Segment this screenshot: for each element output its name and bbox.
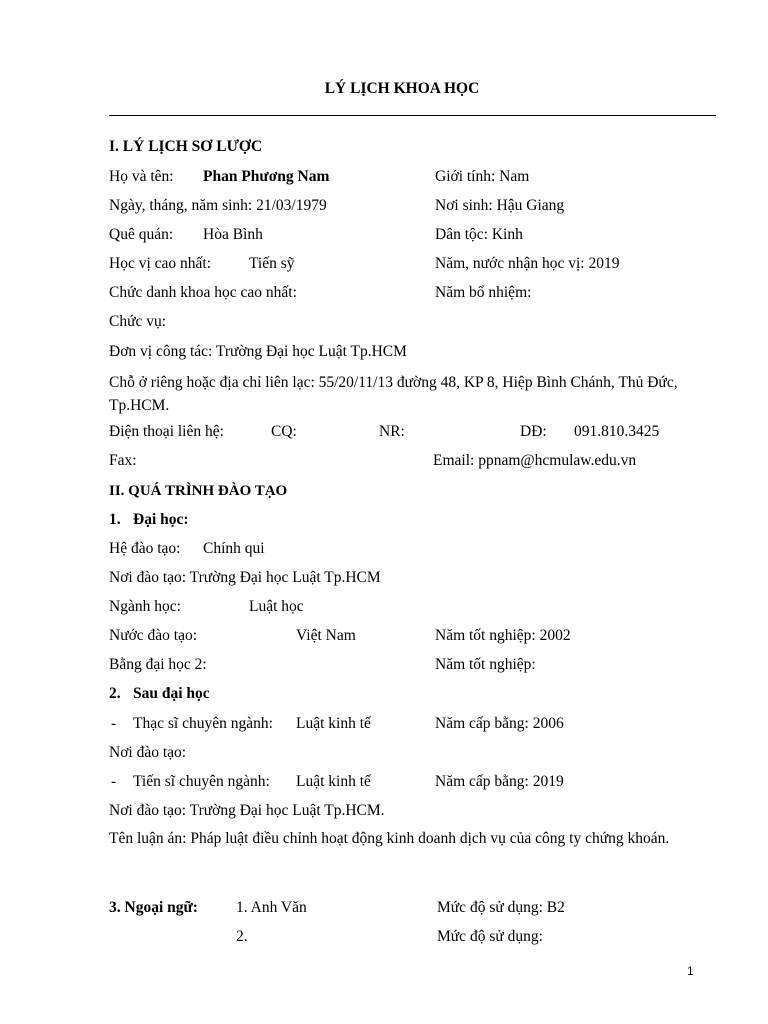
master-dash: -: [111, 715, 117, 732]
position: Chức vụ:: [109, 313, 167, 330]
phd-dash: -: [111, 773, 117, 790]
training-system-value: Chính qui: [203, 540, 265, 557]
gender: Giới tính: Nam: [435, 168, 530, 185]
phd-year: Năm cấp bằng: 2019: [435, 773, 564, 790]
postgrad-number: 2.: [109, 685, 121, 702]
training-system-label: Hệ đào tạo:: [109, 540, 181, 557]
dob: Ngày, tháng, năm sinh: 21/03/1979: [109, 197, 327, 214]
section1-heading: I. LÝ LỊCH SƠ LƯỢC: [109, 138, 263, 155]
section2-heading: II. QUÁ TRÌNH ĐÀO TẠO: [109, 483, 288, 499]
training-place: Nơi đào tạo: Trường Đại học Luật Tp.HCM: [109, 569, 381, 586]
document-title: LÝ LỊCH KHOA HỌC: [324, 80, 480, 97]
name-label: Họ và tên:: [109, 168, 174, 185]
thesis-title: Tên luận án: Pháp luật điều chỉnh hoạt động kinh doanh dịch vụ của công ty chứng khoán.: [109, 830, 670, 847]
email: Email: ppnam@hcmulaw.edu.vn: [433, 452, 637, 469]
degree-value: Tiến sỹ: [249, 255, 295, 272]
hometown-value: Hòa Bình: [203, 226, 263, 243]
second-degree: Bằng đại học 2:: [109, 656, 207, 673]
phone-nr: NR:: [379, 423, 405, 440]
fax: Fax:: [109, 452, 137, 469]
master-year: Năm cấp bằng: 2006: [435, 715, 564, 732]
undergrad-heading: Đại học:: [133, 511, 189, 528]
appoint-year: Năm bổ nhiệm:: [435, 284, 532, 301]
name-value: Phan Phương Nam: [203, 168, 330, 185]
country-label: Nước đào tạo:: [109, 627, 198, 644]
undergrad-number: 1.: [109, 511, 121, 528]
page-number: 1: [687, 964, 694, 978]
graduation-year-2: Năm tốt nghiệp:: [435, 656, 536, 673]
phone-label: Điện thoại liên hệ:: [109, 423, 224, 440]
degree-label: Học vị cao nhất:: [109, 255, 212, 272]
academic-title-label: Chức danh khoa học cao nhất:: [109, 284, 297, 301]
phone-dd-value: 091.810.3425: [574, 423, 660, 440]
country-value: Việt Nam: [296, 627, 356, 644]
birthplace: Nơi sinh: Hậu Giang: [435, 197, 565, 214]
hometown-label: Quê quán:: [109, 226, 174, 243]
master-place: Nơi đào tạo:: [109, 744, 187, 761]
workplace: Đơn vị công tác: Trường Đại học Luật Tp.HCM: [109, 343, 407, 360]
language-1: 1. Anh Văn: [236, 899, 307, 916]
language-2: 2.: [236, 928, 248, 945]
address: Chỗ ở riêng hoặc địa chỉ liên lạc: 55/20/11/13 đường 48, KP 8, Hiệp Bình Chánh, Thủ Đức, Tp.HCM.: [109, 374, 678, 414]
language-2-level: Mức độ sử dụng:: [437, 928, 543, 945]
language-heading: 3. Ngoại ngữ:: [109, 899, 198, 916]
major-label: Ngành học:: [109, 598, 181, 615]
postgrad-heading: Sau đại học: [133, 685, 210, 702]
ethnicity: Dân tộc: Kinh: [435, 226, 523, 243]
degree-year: Năm, nước nhận học vị: 2019: [435, 255, 620, 272]
phd-place: Nơi đào tạo: Trường Đại học Luật Tp.HCM.: [109, 802, 385, 819]
phd-label: Tiến sĩ chuyên ngành:: [133, 773, 270, 790]
title-divider: [109, 115, 716, 116]
phone-cq: CQ:: [271, 423, 297, 440]
graduation-year: Năm tốt nghiệp: 2002: [435, 627, 571, 644]
master-label: Thạc sĩ chuyên ngành:: [133, 715, 273, 732]
language-1-level: Mức độ sử dụng: B2: [437, 899, 565, 916]
major-value: Luật học: [249, 598, 304, 615]
phone-dd-label: DĐ:: [520, 423, 547, 440]
phd-value: Luật kinh tế: [296, 773, 371, 790]
master-value: Luật kinh tế: [296, 715, 371, 732]
